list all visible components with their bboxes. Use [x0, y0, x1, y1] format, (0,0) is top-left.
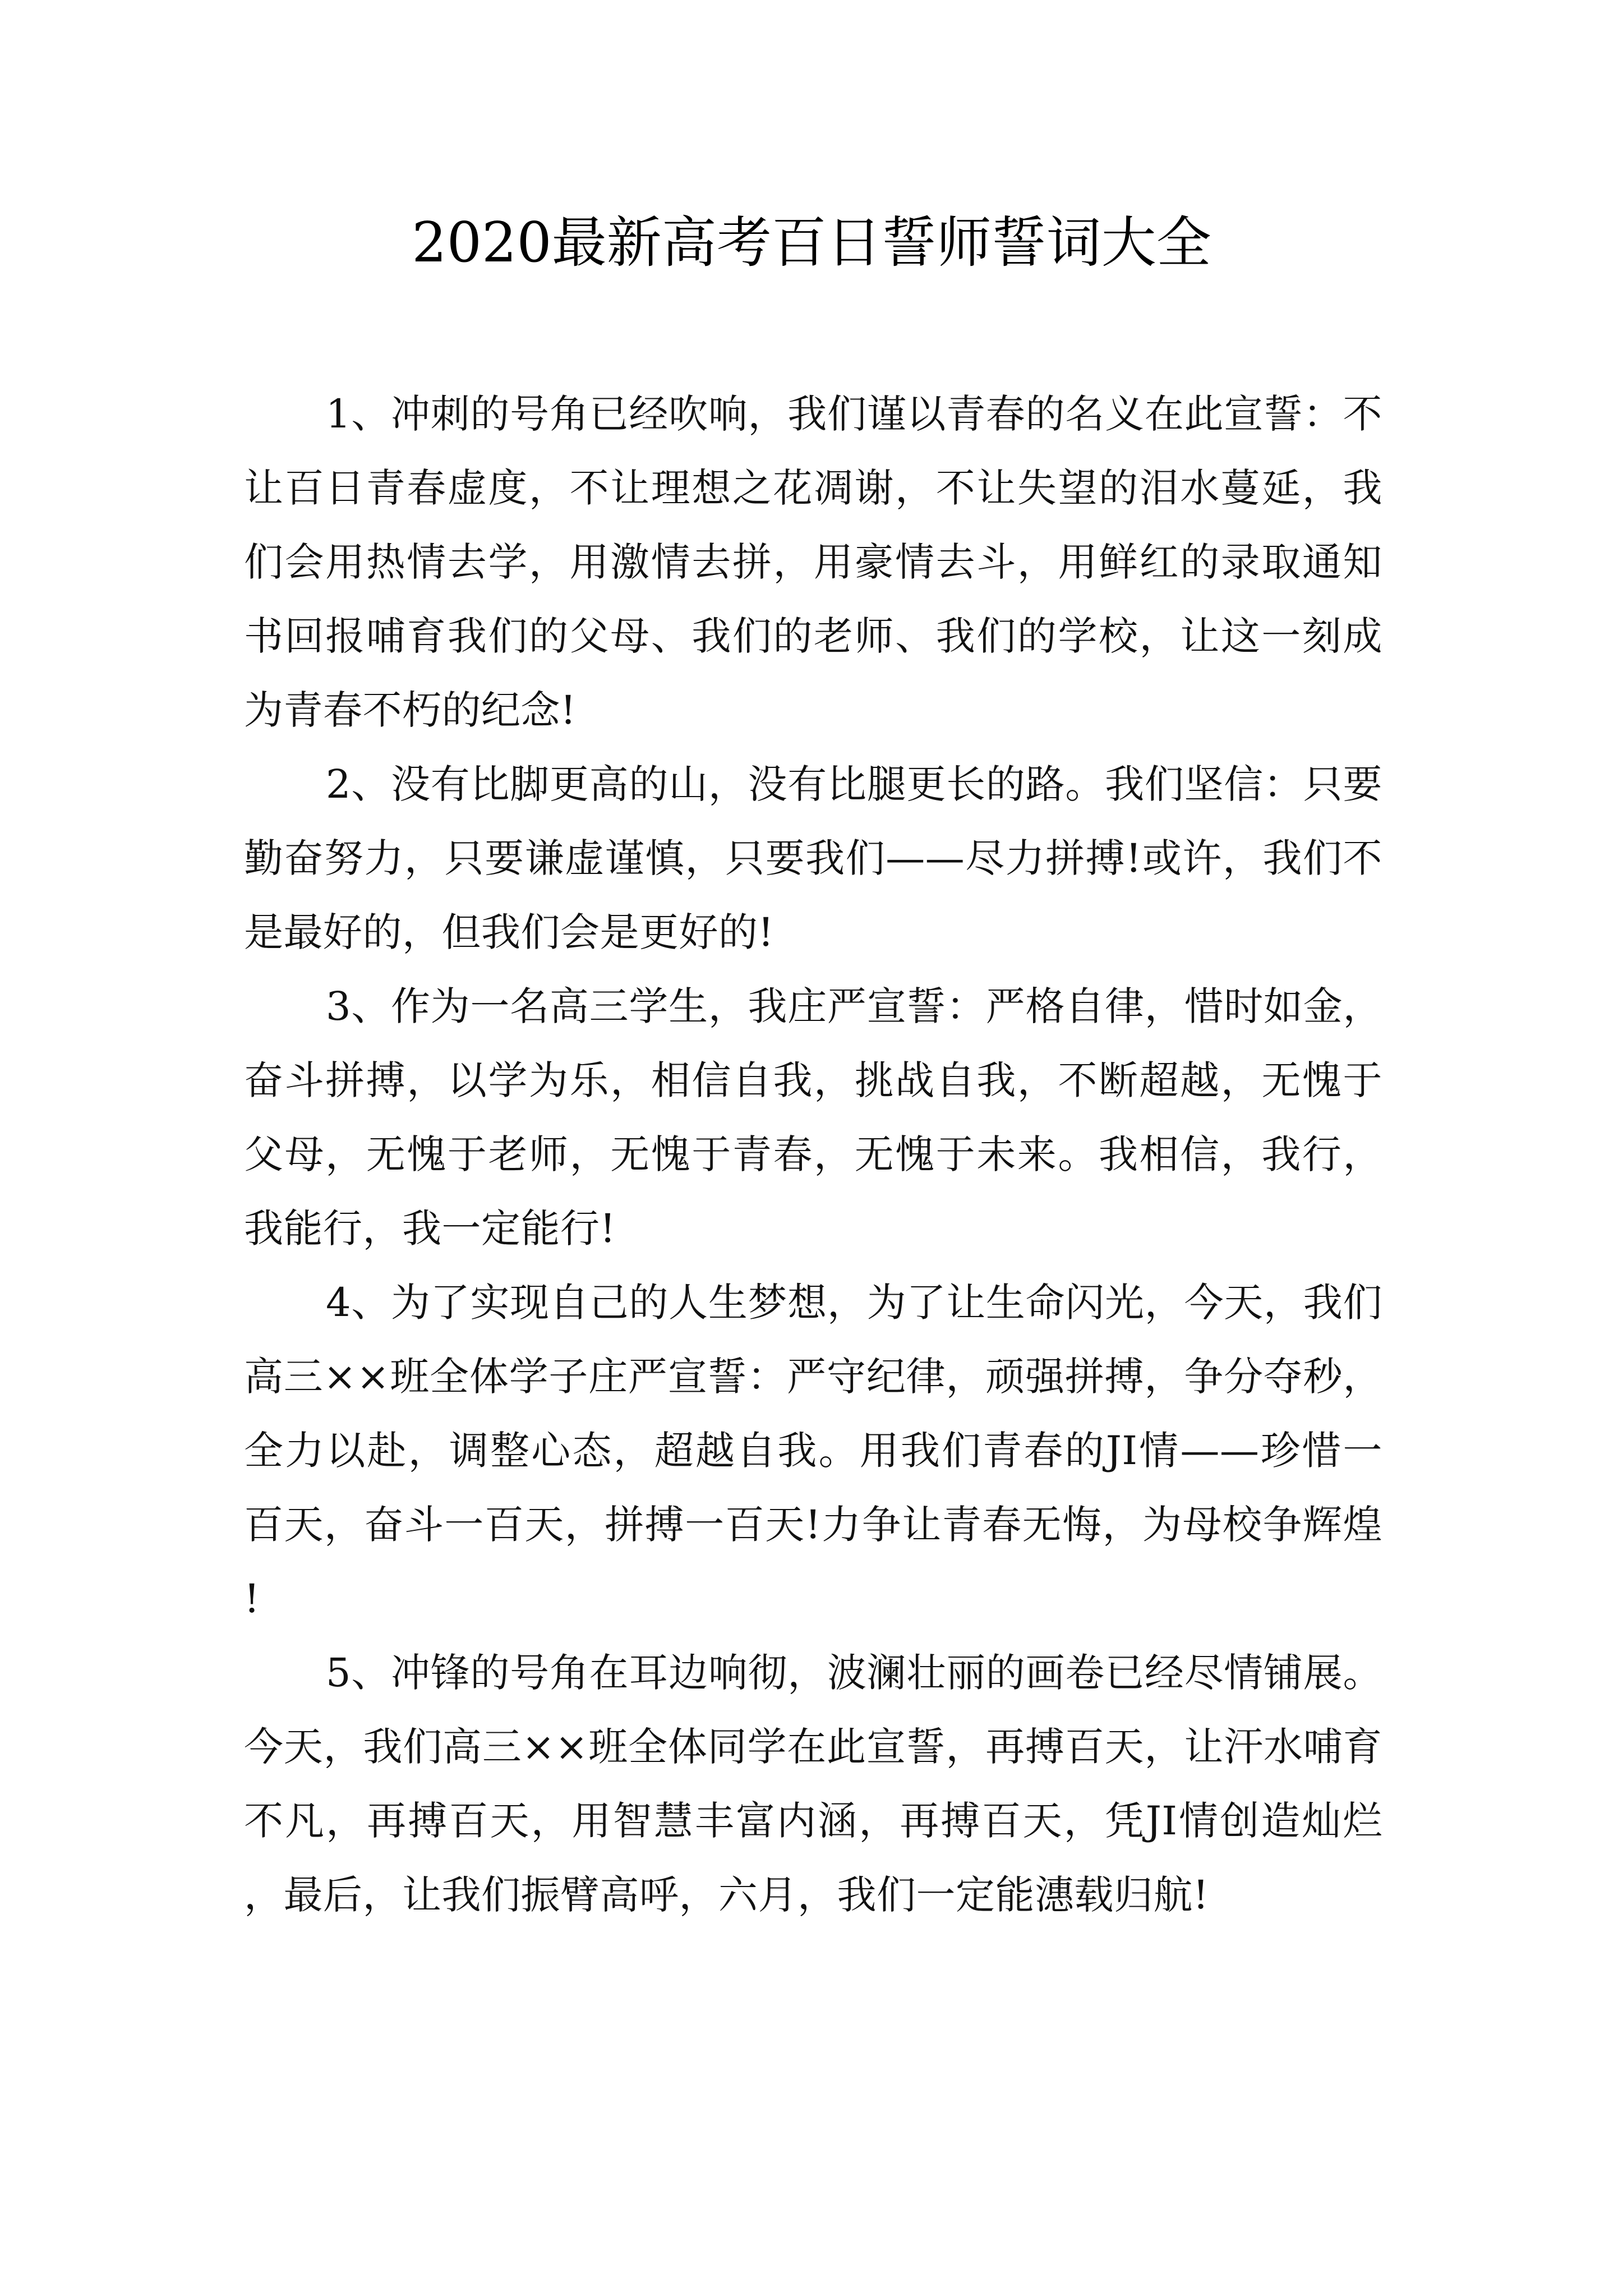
paragraph-4: 4、为了实现自己的人生梦想，为了让生命闪光，今天，我们高三××班全体学子庄严宣誓：严守纪律，顽强拼搏，争分夺秒，全力以赴，调整心态，超越自我。用我们青春的JI情——珍惜一百天，奋斗一百天，拼搏一百天!力争让青春无悔，为母校争辉煌! — [244, 1280, 1382, 1622]
paragraph-3: 3、作为一名高三学生，我庄严宣誓：严格自律，惜时如金，奋斗拼搏，以学为乐，相信自我，挑战自我，不断超越，无愧于父母，无愧于老师，无愧于青春，无愧于未来。我相信，我行，我能行，我一定能行! — [244, 983, 1382, 1251]
paragraph-5: 5、冲锋的号角在耳边响彻，波澜壮丽的画卷已经尽情铺展。今天，我们高三××班全体同学在此宣誓，再搏百天，让汗水哺育不凡，再搏百天，用智慧丰富内涵，再搏百天，凭JI情创造灿烂，最后，让我们振臂高呼，六月，我们一定能潓载归航! — [244, 1650, 1382, 1918]
paragraph-2: 2、没有比脚更高的山，没有比腿更长的路。我们坚信：只要勤奋努力，只要谦虚谨慎，只要我们——尽力拼搏!或许，我们不是最好的，但我们会是更好的! — [244, 761, 1382, 955]
paragraph-1: 1、冲刺的号角已经吹响，我们谨以青春的名义在此宣誓：不让百日青春虚度，不让理想之花凋谢，不让失望的泪水蔓延，我们会用热情去学，用激情去拼，用豪情去斗，用鲜红的录取通知书回报哺育我们的父母、我们的老师、我们的学校，让这一刻成为青春不朽的纪念! — [244, 391, 1382, 733]
document-body — [244, 377, 1382, 1932]
document-title: 2020最新高考百日誓师誓词大全 — [412, 211, 1211, 275]
